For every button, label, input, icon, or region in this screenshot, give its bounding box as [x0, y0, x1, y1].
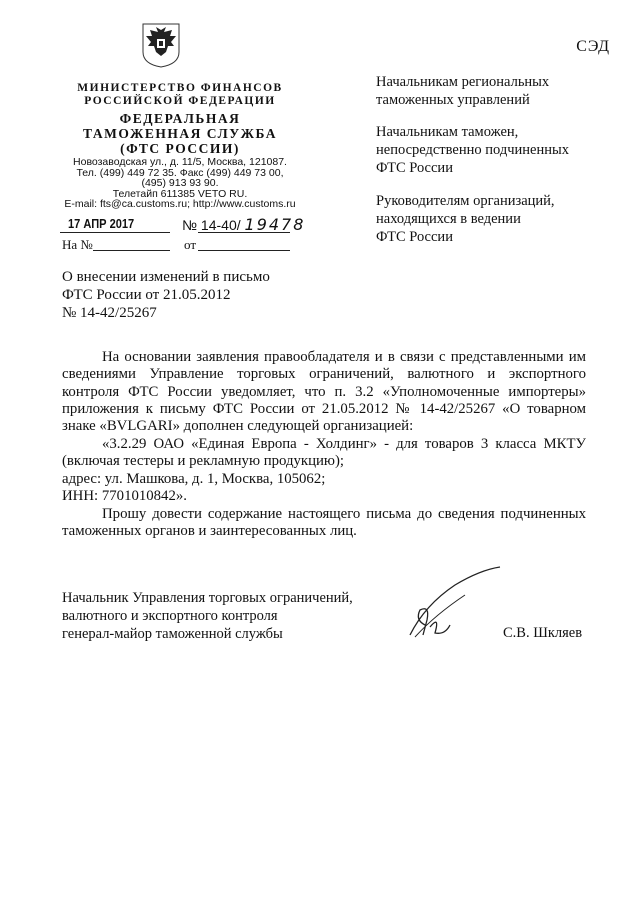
ministry-name — [60, 82, 300, 108]
signatory-position — [62, 589, 353, 643]
reference-from-label: от — [184, 237, 197, 252]
position-line: генерал-майор таможенной службы — [62, 626, 283, 642]
handwritten-signature — [405, 565, 505, 645]
subject-line: № 14-42/25267 — [62, 305, 157, 321]
body-paragraph-2 — [62, 436, 586, 505]
phone-line: Тел. (499) 449 72 35. Факс (499) 449 73 00, — [76, 166, 284, 179]
body-line: На основании заявления правообладателя и в связи с представленными им — [102, 349, 586, 365]
recipient-organizations — [376, 192, 555, 246]
coat-of-arms-emblem — [140, 22, 182, 68]
position-line: валютного и экспортного контроля — [62, 608, 278, 624]
service-name — [60, 111, 300, 156]
sed-mark: СЭД — [576, 38, 610, 55]
ministry-line: МИНИСТЕРСТВО ФИНАНСОВ — [77, 82, 283, 94]
teletype-line: Телетайп 611385 VETO RU. — [112, 187, 248, 200]
contact-block — [55, 157, 305, 210]
recipient-line: находящихся в ведении — [376, 211, 521, 227]
recipient-line: непосредственно подчиненных — [376, 142, 569, 158]
body-line: «3.2.29 ОАО «Единая Европа - Холдинг» - для товаров 3 класса МКТУ — [102, 436, 586, 452]
body-line: сведениями Управление торговых ограничений, валютного и экспортного — [62, 366, 586, 383]
reference-underline — [93, 250, 170, 251]
letter-subject — [62, 268, 270, 322]
recipient-customs — [376, 123, 569, 177]
reference-label: На № — [62, 237, 93, 252]
body-line: знаке «BVLGARI» дополнен следующей организацией: — [62, 418, 414, 435]
letter-date: 17 АПР 2017 — [68, 216, 135, 231]
number-label: № — [182, 217, 198, 233]
body-line: приложения к письму ФТС России от 21.05.2012 № 14-42/25267 «О товарном — [62, 400, 586, 417]
service-line: ТАМОЖЕННАЯ СЛУЖБА — [83, 126, 277, 141]
service-line: ФЕДЕРАЛЬНАЯ — [119, 111, 241, 126]
reference-from-underline — [198, 250, 290, 251]
date-underline — [60, 232, 170, 233]
subject-line: О внесении изменений в письмо — [62, 269, 270, 285]
body-line: адрес: ул. Машкова, д. 1, Москва, 105062; — [62, 470, 326, 487]
phone-line: (495) 913 93 90. — [141, 177, 219, 189]
service-line: (ФТС РОССИИ) — [120, 141, 240, 156]
body-line: контроля ФТС России уведомляет, что п. 3.2 «Уполномоченные импортеры» — [62, 383, 586, 400]
ministry-line: РОССИЙСКОЙ ФЕДЕРАЦИИ — [84, 95, 276, 107]
recipient-line: ФТС России — [376, 160, 453, 176]
number-underline — [198, 232, 290, 233]
body-paragraph-3 — [62, 506, 586, 541]
recipient-line: Руководителям организаций, — [376, 193, 555, 209]
recipient-line: Начальникам региональных — [376, 74, 550, 90]
address-line: Новозаводская ул., д. 11/5, Москва, 121087. — [73, 156, 287, 168]
recipient-regional — [376, 73, 549, 109]
subject-line: ФТС России от 21.05.2012 — [62, 287, 231, 303]
body-line: (включая тестеры и рекламную продукцию); — [62, 453, 345, 470]
recipient-line: ФТС России — [376, 229, 453, 245]
number-handwritten: 19478 — [244, 215, 306, 234]
email-line: E-mail: fts@ca.customs.ru; http://www.customs.ru — [64, 198, 296, 210]
recipient-line: таможенных управлений — [376, 92, 530, 108]
body-line: ИНН: 7701010842». — [62, 487, 187, 504]
number-printed: 14-40/ — [200, 217, 241, 233]
signatory-name: С.В. Шкляев — [503, 625, 583, 641]
recipient-line: Начальникам таможен, — [376, 124, 519, 140]
position-line: Начальник Управления торговых ограничений, — [62, 590, 353, 606]
body-line: таможенных органов и заинтересованных лиц. — [62, 523, 357, 540]
body-line: Прошу довести содержание настоящего письма до сведения подчиненных — [102, 506, 586, 522]
body-paragraph-1 — [62, 349, 586, 435]
